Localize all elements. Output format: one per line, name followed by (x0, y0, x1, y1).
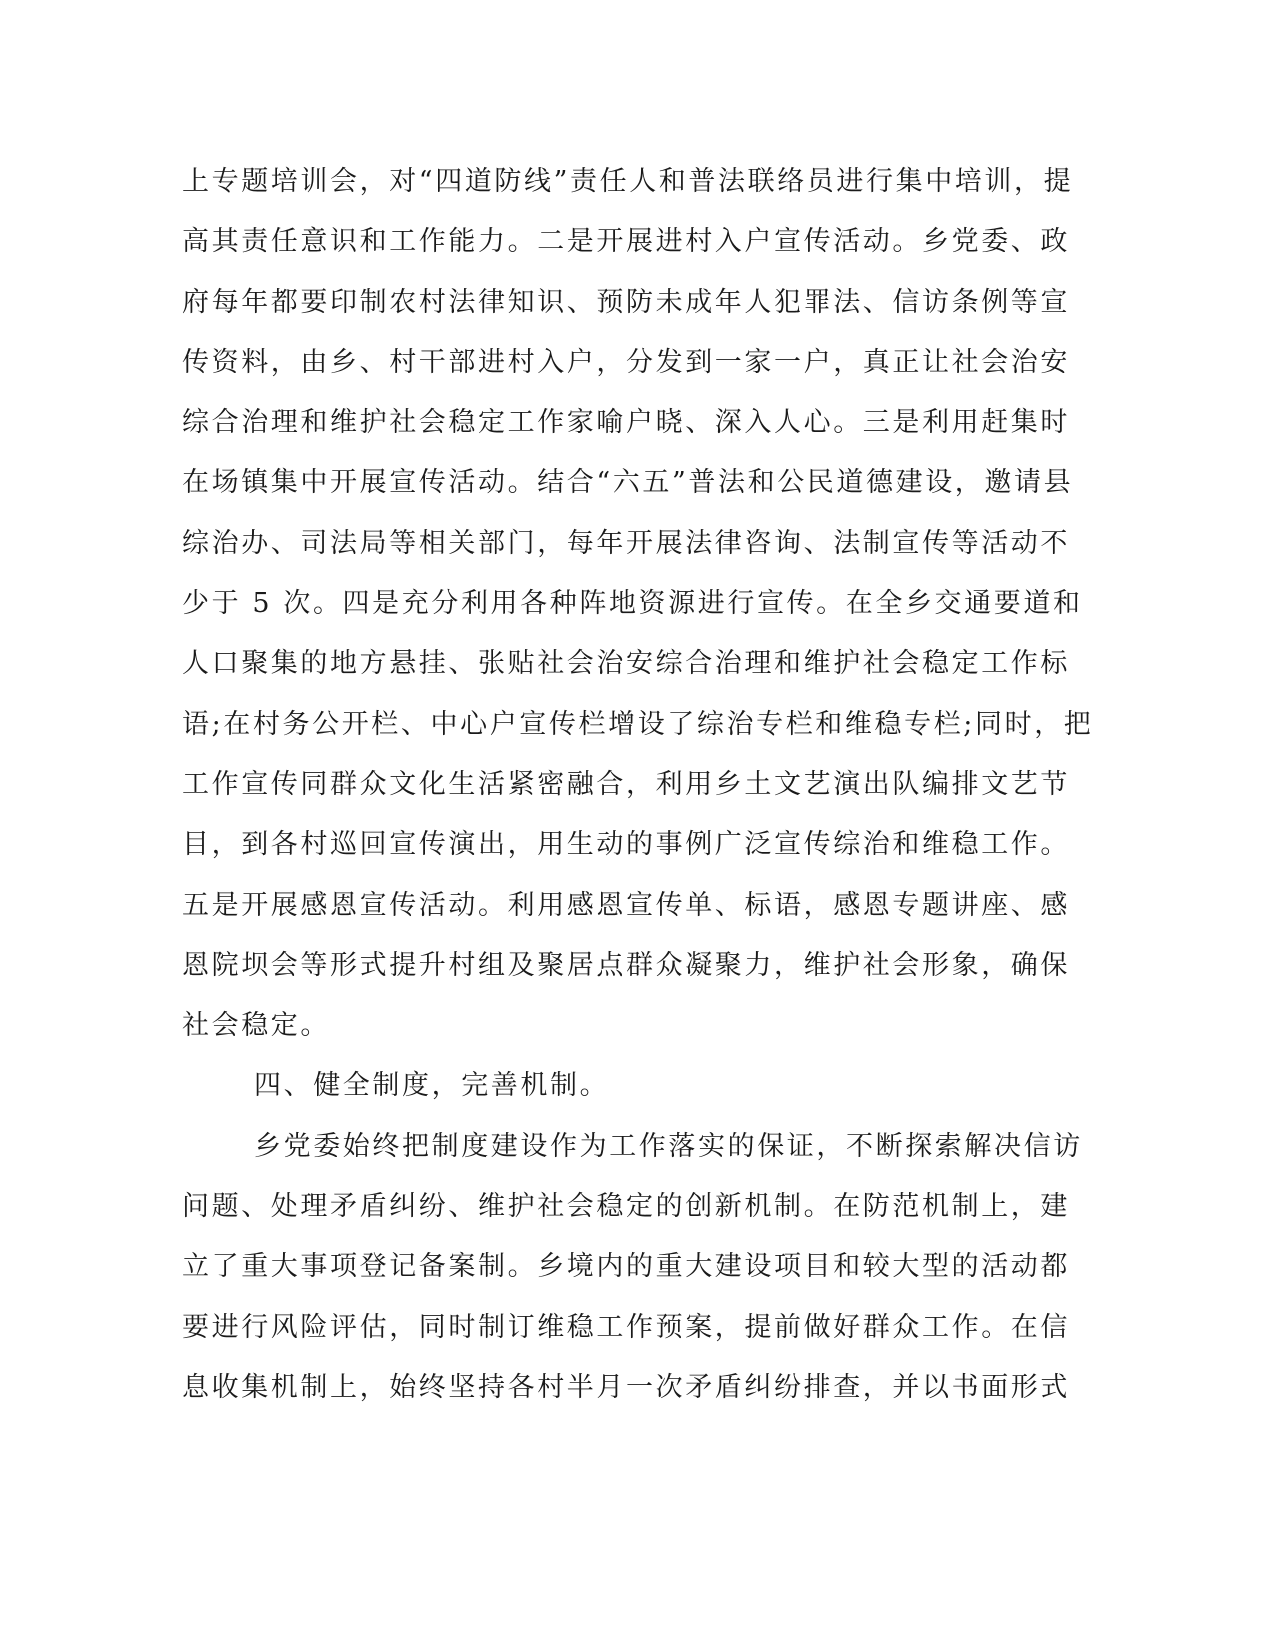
body-line: 高其责任意识和工作能力。二是开展进村入户宣传活动。乡党委、政 (182, 226, 1070, 258)
body-line: 上专题培训会，对“四道防线”责任人和普法联络员进行集中培训，提 (182, 166, 1074, 197)
body-line: 恩院坝会等形式提升村组及聚居点群众凝聚力，维护社会形象，确保 (182, 949, 1070, 981)
body-line: 息收集机制上，始终坚持各村半月一次矛盾纠纷排查，并以书面形式 (182, 1371, 1070, 1403)
body-line: 问题、处理矛盾纠纷、维护社会稳定的创新机制。在防范机制上，建 (182, 1191, 1070, 1223)
body-line: 人口聚集的地方悬挂、张贴社会治安综合治理和维护社会稳定工作标 (182, 648, 1070, 680)
body-line: 要进行风险评估，同时制订维稳工作预案，提前做好群众工作。在信 (182, 1311, 1070, 1343)
body-line: 在场镇集中开展宣传活动。结合“六五”普法和公民道德建设，邀请县 (182, 467, 1074, 499)
body-line: 府每年都要印制农村法律知识、预防未成年人犯罪法、信访条例等宣 (182, 286, 1070, 318)
body-line: 综合治理和维护社会稳定工作家喻户晓、深入人心。三是利用赶集时 (182, 407, 1070, 439)
section-heading: 四、健全制度，完善机制。 (254, 1070, 610, 1102)
body-line: 传资料，由乡、村干部进村入户，分发到一家一户，真正让社会治安 (182, 346, 1070, 378)
body-line: 社会稳定。 (182, 1010, 330, 1042)
body-line: 少于 5 次。四是充分利用各种阵地资源进行宣传。在全乡交通要道和 (182, 588, 1083, 620)
body-line: 目，到各村巡回宣传演出，用生动的事例广泛宣传综治和维稳工作。 (182, 829, 1070, 861)
paragraph-start-line: 乡党委始终把制度建设作为工作落实的保证，不断探索解决信访 (254, 1130, 1083, 1162)
body-line: 工作宣传同群众文化生活紧密融合，利用乡土文艺演出队编排文艺节 (182, 768, 1070, 800)
body-line: 五是开展感恩宣传活动。利用感恩宣传单、标语，感恩专题讲座、感 (182, 889, 1070, 921)
body-line: 语;在村务公开栏、中心户宣传栏增设了综治专栏和维稳专栏;同时，把 (182, 708, 1094, 740)
document-body (182, 152, 1094, 1418)
body-line: 综治办、司法局等相关部门，每年开展法律咨询、法制宣传等活动不 (182, 527, 1070, 559)
body-line: 立了重大事项登记备案制。乡境内的重大建设项目和较大型的活动都 (182, 1251, 1070, 1283)
